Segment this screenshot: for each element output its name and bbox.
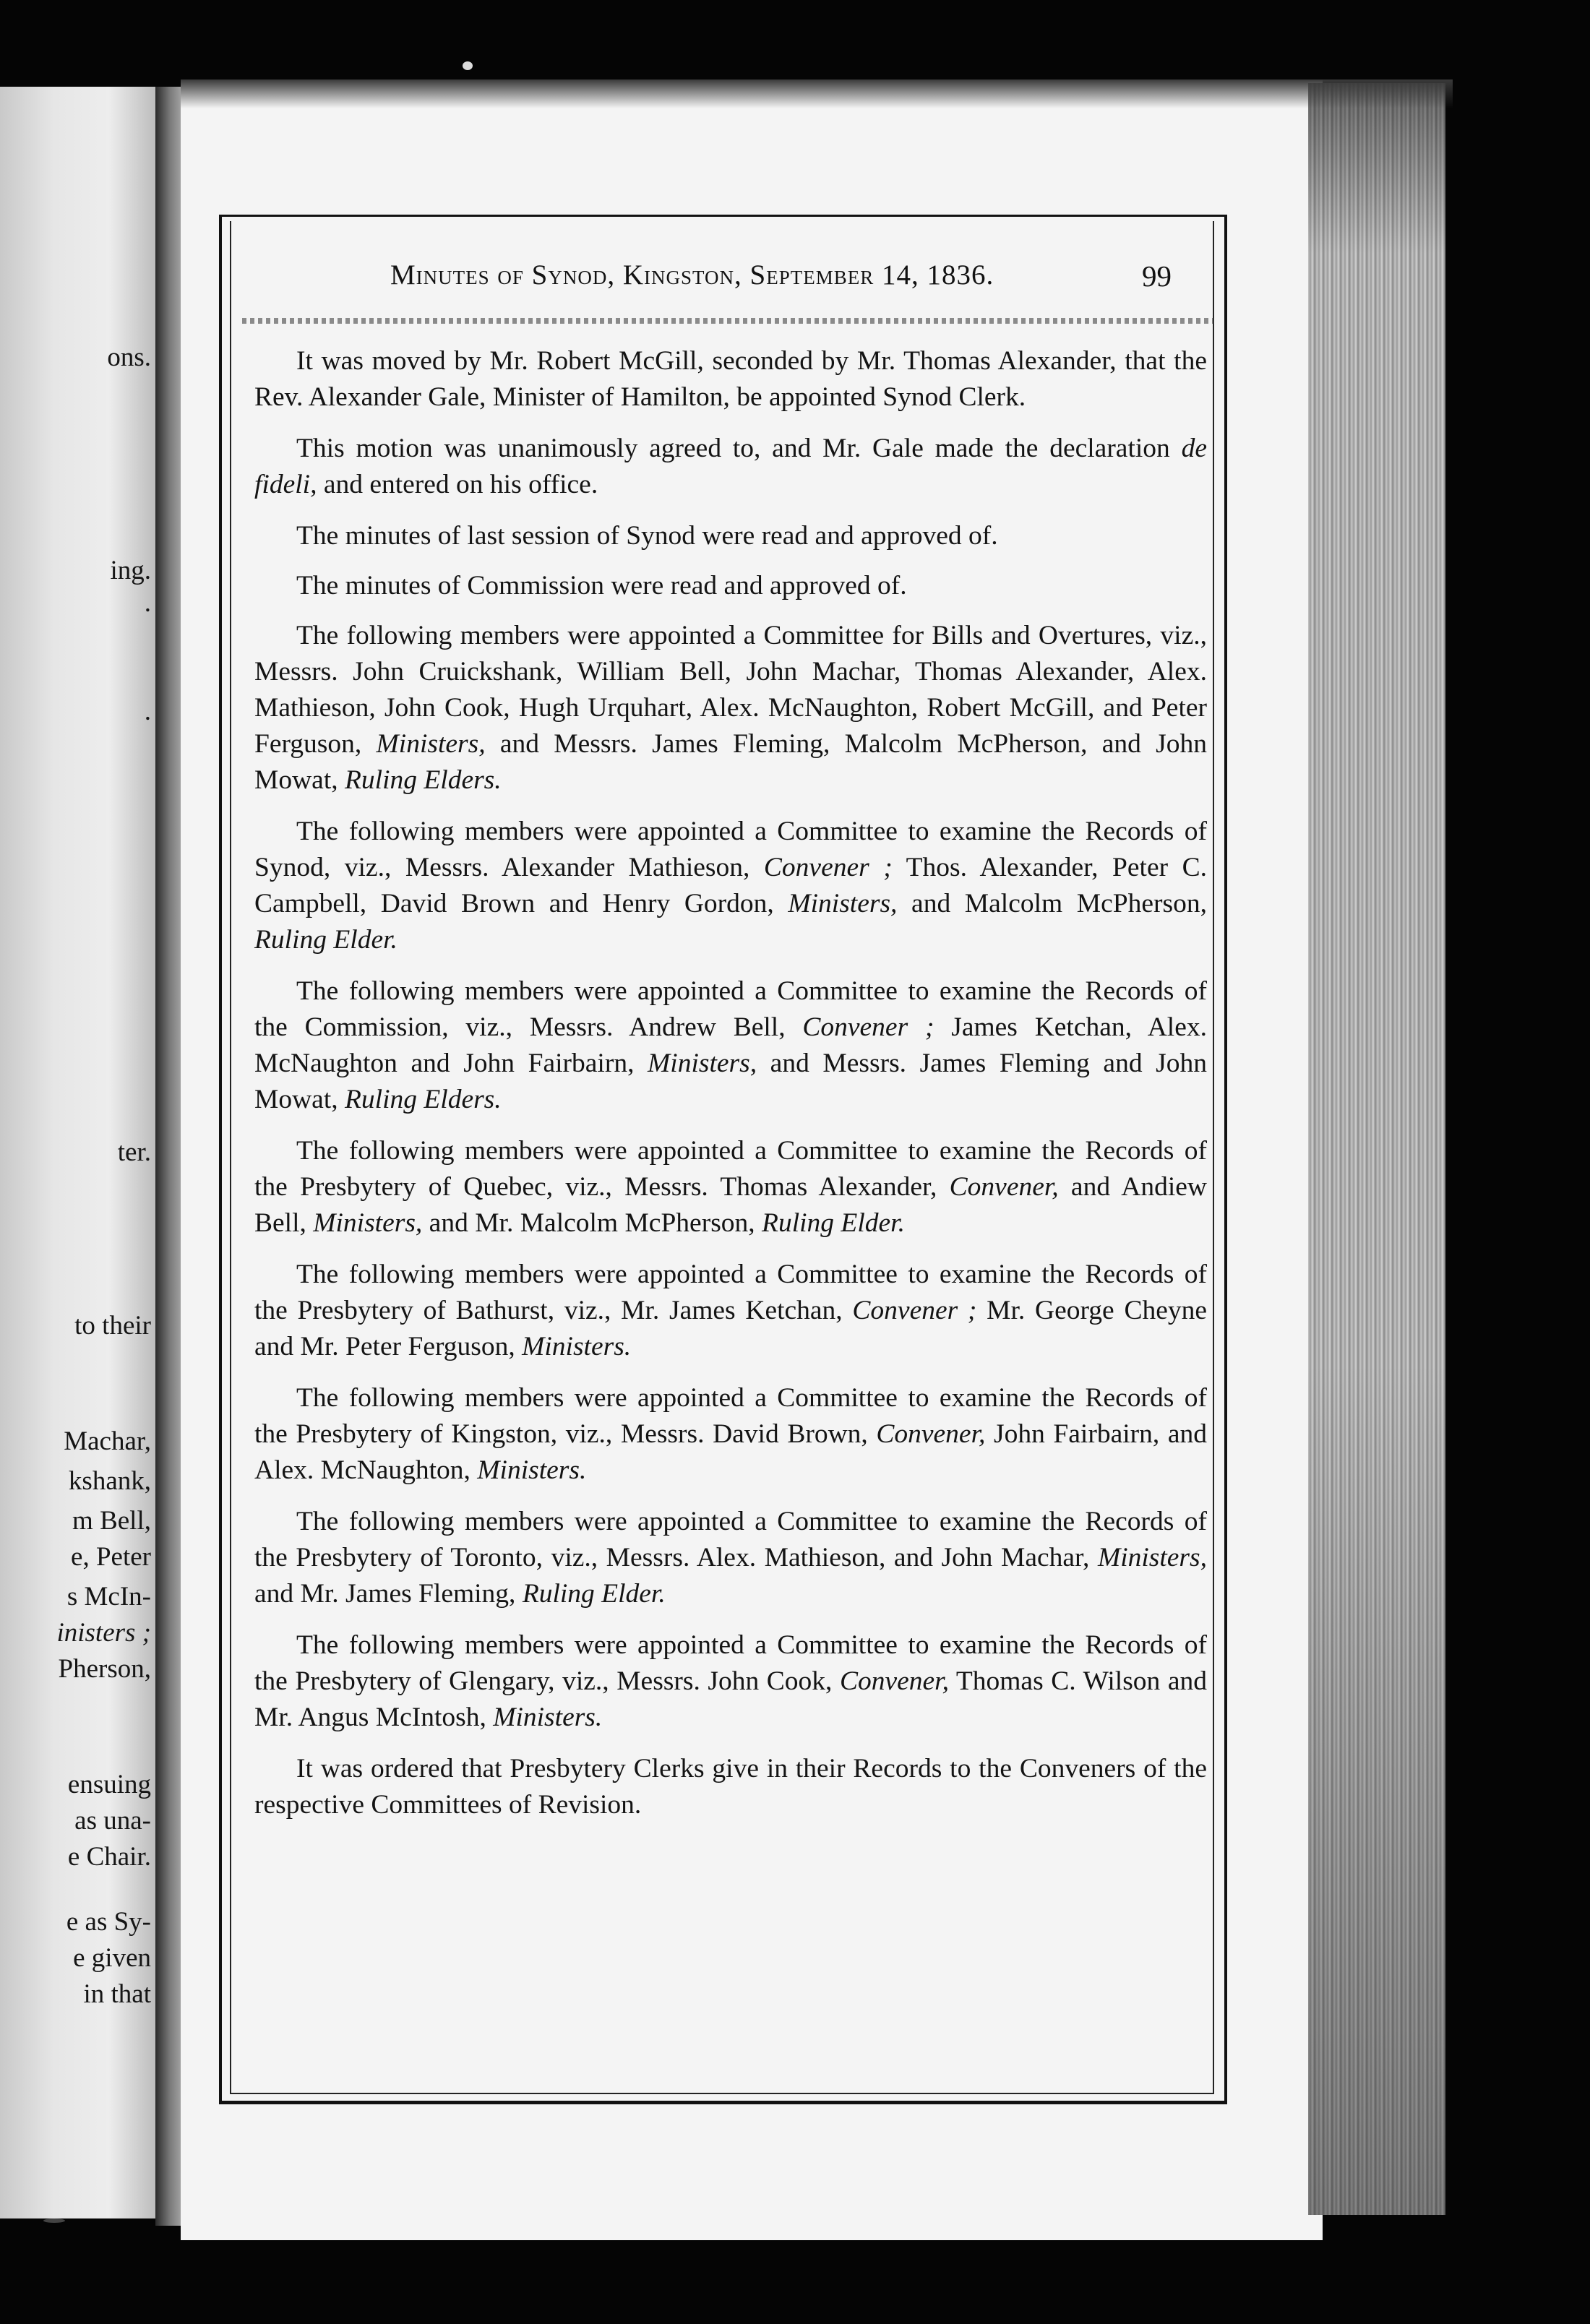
paragraph-glengary-committee: The following members were appointed a Committee to examine the Records of the Presbytery of Glengary, viz., Messrs. John Cook, Convener, Thomas C. Wilson and Mr. Angus McIntosh, Ministers. xyxy=(254,1630,1207,1732)
left-page-fragment: ensuing xyxy=(67,1770,151,1799)
left-page-fragment: ons. xyxy=(107,343,151,372)
left-page-fragment: inisters ; xyxy=(56,1618,151,1648)
running-head-part: Minutes of Synod, xyxy=(390,259,623,290)
paragraph-bills-committee: The following members were appointed a Committee for Bills and Overtures, viz., Messrs. John Cruickshank, William Bell, John Machar, Thomas Alexander, Alex. Mathieson, John Cook, Hugh Urquhart, Alex. McNaughton, Robert McGill, and Peter Ferguson, Ministers, and Messrs. James Fleming, Malcolm McPherson, and John Mowat, Ruling Elders. xyxy=(254,621,1208,795)
left-page-fragment: m Bell, xyxy=(72,1506,151,1536)
left-page-fragment: as una- xyxy=(74,1806,151,1835)
paragraph-records-order: It was ordered that Presbytery Clerks give in their Records to the Conveners of the respective Committees of Revision. xyxy=(254,1754,1207,1820)
running-head-part: September xyxy=(749,259,882,290)
left-page-fragment: e, Peter xyxy=(71,1542,151,1572)
left-page-fragment: in that xyxy=(83,1979,151,2009)
paragraph-kingston-committee: The following members were appointed a Committee to examine the Records of the Presbytery of Kingston, viz., Messrs. David Brown, Convener, John Fairbairn, and Alex. McNaughton, Ministers. xyxy=(254,1383,1207,1485)
page-number: 99 xyxy=(1142,259,1172,293)
paragraph-commission-records-committee: The following members were appointed a Committee to examine the Records of the Commission, viz., Messrs. Andrew Bell, Convener ; James Ketchan, Alex. McNaughton and John Fairbairn, Ministers, and Messrs. James Fleming and John Mowat, Ruling Elders. xyxy=(254,976,1208,1114)
paragraph-toronto-committee: The following members were appointed a Committee to examine the Records of the Presbytery of Toronto, viz., Messrs. Alex. Mathieson, and John Machar, Ministers, and Mr. James Fleming, Ruling Elder. xyxy=(254,1507,1207,1609)
paragraph-quebec-committee: The following members were appointed a Committee to examine the Records of the Presbytery of Quebec, viz., Messrs. Thomas Alexander, Convener, and Andiew Bell, Ministers, and Mr. Malcolm McPherson, Ruling Elder. xyxy=(254,1136,1207,1238)
left-page-fragment: to their xyxy=(74,1311,151,1340)
left-page-fragment: Pherson, xyxy=(58,1654,151,1684)
left-page-fragment: e Chair. xyxy=(67,1842,151,1872)
paragraph-synod-records-committee: The following members were appointed a Committee to examine the Records of Synod, viz., Messrs. Alexander Mathieson, Convener ; Thos. Alexander, Peter C. Campbell, David Brown and Henry Gordon, Ministers, and Malcolm McPherson, Ruling Elder. xyxy=(254,817,1207,955)
left-page-fragment: ing. xyxy=(110,556,151,585)
left-page-fragment: ter. xyxy=(117,1137,151,1167)
paragraph-bathurst-committee: The following members were appointed a Committee to examine the Records of the Presbytery of Bathurst, viz., Mr. James Ketchan, Convener ; Mr. George Cheyne and Mr. Peter Ferguson, Ministers. xyxy=(254,1260,1207,1361)
left-page-fragment: e as Sy- xyxy=(66,1907,151,1937)
dust-speck xyxy=(43,2218,65,2223)
paragraph-session-minutes: The minutes of last session of Synod were read and approved of. xyxy=(296,521,998,551)
left-page-fragment: kshank, xyxy=(68,1466,151,1496)
minutes-body xyxy=(254,343,1207,1838)
paragraph-commission-minutes: The minutes of Commission were read and approved of. xyxy=(296,571,907,601)
left-page-fragment: . xyxy=(144,697,151,726)
dust-speck xyxy=(463,61,473,70)
left-page-fragment: Machar, xyxy=(64,1426,151,1456)
header-rule xyxy=(242,318,1214,324)
page-fore-edges xyxy=(1308,83,1445,2215)
left-page-fragment: . xyxy=(144,588,151,618)
running-head-part: Kingston, xyxy=(622,259,750,290)
top-shadow xyxy=(181,79,1453,108)
previous-page-edge xyxy=(0,87,155,2218)
running-head xyxy=(390,259,1099,291)
paragraph-clerk-motion: It was moved by Mr. Robert McGill, seconded by Mr. Thomas Alexander, that the Rev. Alexander Gale, Minister of Hamilton, be appointed Synod Clerk. xyxy=(254,346,1207,412)
running-head-part: 14, 1836. xyxy=(882,259,994,290)
left-page-fragment: e given xyxy=(73,1943,151,1973)
paragraph-motion-agreed: This motion was unanimously agreed to, and Mr. Gale made the declaration de fideli, and entered on his office. xyxy=(254,434,1207,499)
left-page-fragment: s McIn- xyxy=(66,1582,151,1611)
